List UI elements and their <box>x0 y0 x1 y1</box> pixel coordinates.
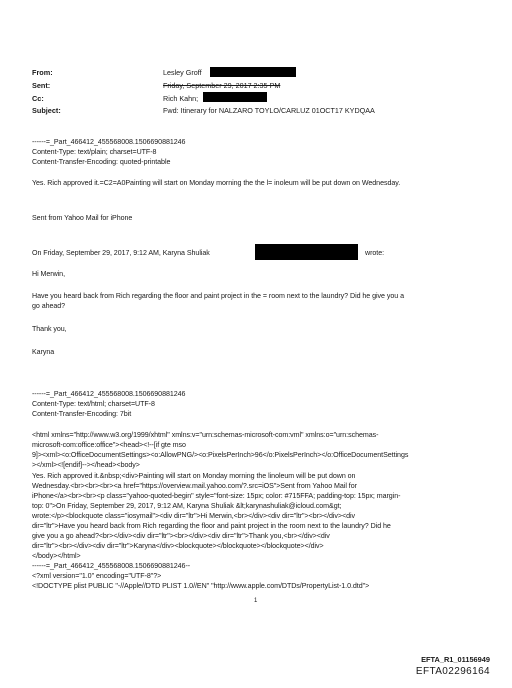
cc-label: Cc: <box>32 94 44 103</box>
subject-value: Fwd: Itinerary for NALZARO TOYLO/CARLUZ 01OCT17 KYDQAA <box>163 106 375 115</box>
redaction-box <box>210 67 296 77</box>
from-label: From: <box>32 68 53 77</box>
message-text: Yes. Rich approved it.=C2=A0Painting will start on Monday morning the the l= inoleum will be put down on Wednesday. <box>32 179 401 187</box>
content-type-line: Content-Type: text/plain; charset=UTF-8 <box>32 148 157 156</box>
subject-label: Subject: <box>32 106 61 115</box>
html-source-line: give you a go ahead?<br></div><div dir="ltr"><br></div><div dir="ltr">Thank you,<br></div><div <box>32 532 330 540</box>
html-source-line: dir="ltr"><br></div><div dir="ltr">Karyna</div><blockquote></blockquote></blockquote></div> <box>32 542 324 550</box>
efta-reference-large: EFTA02296164 <box>415 666 490 677</box>
quote-intro: On Friday, September 29, 2017, 9:12 AM, Karyna Shuliak <box>32 249 210 257</box>
html-source-line: <html xmlns="http://www.w3.org/1999/xhtml" xmlns:v="urn:schemas-microsoft-com:vml" xmlns:o="urn:schemas- <box>32 431 379 439</box>
message-text: Have you heard back from Rich regarding the floor and paint project in the = room next to the laundry? Did he give you a <box>32 292 404 300</box>
sent-value: Friday, September 29, 2017 2:35 PM <box>163 81 281 90</box>
page-number: 1 <box>254 598 258 604</box>
html-source-line: Yes. Rich approved it.&nbsp;<div>Painting will start on Monday morning the linoleum will be put down on <box>32 472 356 480</box>
mime-boundary: ------=_Part_466412_455568008.1506690881246-- <box>32 562 191 570</box>
doctype-line: <!DOCTYPE plist PUBLIC "-//Apple//DTD PLIST 1.0//EN" "http://www.apple.com/DTDs/PropertyList-1.0.dtd"> <box>32 582 370 590</box>
from-value: Lesley Groff <box>163 68 202 77</box>
efta-reference-small: EFTA_R1_01156949 <box>421 655 490 664</box>
html-source-line: Wednesday.<br><br><br><a href="https://overview.mail.yahoo.com/?.src=iOS">Sent from Yahoo Mail for <box>32 482 357 490</box>
content-type-line: Content-Type: text/html; charset=UTF-8 <box>32 400 155 408</box>
html-source-line: top: 0">On Friday, September 29, 2017, 9:12 AM, Karyna Shuliak &lt;karynashuliak@icloud.com&gt; <box>32 502 342 510</box>
redaction-box <box>203 92 267 102</box>
html-source-line: ></xml><![endif]--></head><body> <box>32 461 140 469</box>
greeting-line: Hi Merwin, <box>32 270 66 278</box>
redaction-box <box>255 244 358 260</box>
html-source-line: dir="ltr">Have you heard back from Rich regarding the floor and paint project in the room next to the laundry? Did he <box>32 522 391 530</box>
cc-value: Rich Kahn; <box>163 94 199 103</box>
sender-name: Karyna <box>32 348 55 356</box>
html-source-line: </body></html> <box>32 552 81 560</box>
content-encoding-line: Content-Transfer-Encoding: 7bit <box>32 410 132 418</box>
html-source-line: iPhone</a><br><br><p class="yahoo-quoted-begin" style="font-size: 15px; color: #715FFA; padding-top: 15px; margin- <box>32 492 401 500</box>
xml-declaration: <?xml version="1.0" encoding="UTF-8"?> <box>32 572 162 580</box>
html-source-line: wrote:</p><blockquote class="iosymail"><div dir="ltr">Hi Merwin,<br></div><div dir="ltr"><br></div><div <box>32 512 356 520</box>
html-source-line: microsoft-com:office:office"><head><!--[if gte mso <box>32 441 186 449</box>
mime-boundary: ------=_Part_466412_455568008.1506690881246 <box>32 138 186 146</box>
message-text: go ahead? <box>32 302 66 310</box>
content-encoding-line: Content-Transfer-Encoding: quoted-printable <box>32 158 171 166</box>
mime-boundary: ------=_Part_466412_455568008.1506690881246 <box>32 390 186 398</box>
signature-line: Sent from Yahoo Mail for iPhone <box>32 214 133 222</box>
closing-line: Thank you, <box>32 325 67 333</box>
sent-label: Sent: <box>32 81 51 90</box>
quote-intro-wrote: wrote: <box>365 249 385 257</box>
html-source-line: 9]><xml><o:OfficeDocumentSettings><o:AllowPNG/><o:PixelsPerInch>96</o:PixelsPerInch></o:OfficeDocumentSettings <box>32 451 409 459</box>
